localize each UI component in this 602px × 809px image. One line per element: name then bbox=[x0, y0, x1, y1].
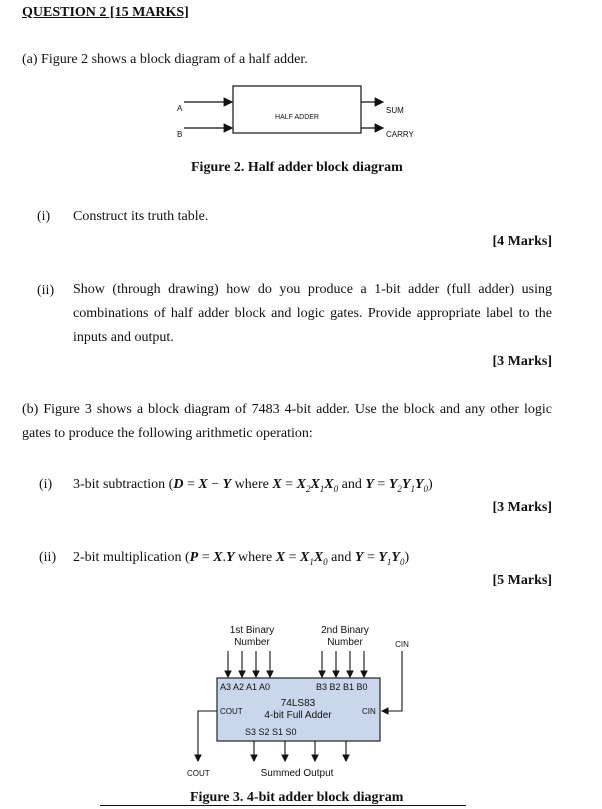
carry-label: CARRY bbox=[386, 130, 414, 139]
input-b-label: B bbox=[177, 130, 183, 139]
a-i-number: (i) bbox=[37, 209, 51, 224]
chip-desc: 4-bit Full Adder bbox=[264, 710, 332, 721]
b-ii-number: (ii) bbox=[39, 550, 57, 565]
b-inputs-label: B3 B2 B1 B0 bbox=[316, 682, 368, 692]
figure-3-caption: Figure 3. 4-bit adder block diagram bbox=[190, 790, 404, 805]
b-i-text: 3-bit subtraction (D = X − Y where $X = X_2X_1X_0$ and $Y = Y_2Y_1Y_0$) bbox=[73, 477, 433, 494]
cout-inside-label: COUT bbox=[220, 707, 243, 716]
b-ii-text: 2-bit multiplication (P = X.Y where $X = X_1X_0$ and $Y = Y_1Y_0$) bbox=[73, 550, 410, 567]
a-i-marks: [4 Marks] bbox=[492, 234, 552, 249]
b-i-number: (i) bbox=[39, 477, 53, 492]
second-binary-label-2: Number bbox=[327, 637, 363, 648]
part-b-label: (b) bbox=[22, 402, 39, 417]
part-a-intro bbox=[22, 52, 308, 68]
sum-label: SUM bbox=[386, 106, 404, 115]
summed-output-label: Summed Output bbox=[260, 768, 334, 779]
cout-bottom-label: COUT bbox=[187, 769, 210, 778]
figure-2-caption: Figure 2. Half adder block diagram bbox=[191, 160, 403, 175]
a-ii-number: (ii) bbox=[37, 283, 55, 298]
a-i-text: Construct its truth table. bbox=[73, 209, 209, 224]
cin-top-label: CIN bbox=[395, 640, 409, 649]
b-ii-marks: [5 Marks] bbox=[492, 573, 552, 588]
b-i-marks: [3 Marks] bbox=[492, 500, 552, 515]
cout-arrow bbox=[198, 711, 217, 761]
half-adder-diagram bbox=[160, 82, 440, 148]
chip-name: 74LS83 bbox=[280, 698, 316, 709]
input-a-label: A bbox=[177, 104, 183, 113]
second-binary-label-1: 2nd Binary bbox=[321, 625, 369, 636]
part-a-label: (a) bbox=[22, 52, 38, 67]
cin-arrow bbox=[382, 651, 402, 711]
part-b-text: Figure 3 shows a block diagram of 7483 4-bit adder. Use the block and any other logic gates to produce the following arithmetic operation: bbox=[22, 402, 552, 441]
a-inputs-label: A3 A2 A1 A0 bbox=[220, 682, 271, 692]
cin-inside-label: CIN bbox=[362, 707, 376, 716]
part-b-intro bbox=[22, 398, 552, 446]
s-outputs-label: S3 S2 S1 S0 bbox=[245, 727, 297, 737]
bottom-divider bbox=[100, 805, 466, 806]
first-binary-label-1: 1st Binary bbox=[229, 625, 275, 636]
four-bit-adder-diagram bbox=[170, 618, 440, 786]
a-ii-marks: [3 Marks] bbox=[492, 354, 552, 369]
question-heading: QUESTION 2 [15 MARKS] bbox=[22, 5, 189, 20]
half-adder-block bbox=[233, 86, 361, 133]
first-binary-label-2: Number bbox=[234, 637, 270, 648]
half-adder-label: HALF ADDER bbox=[275, 114, 319, 121]
a-ii-text: Show (through drawing) how do you produce a 1-bit adder (full adder) using combinations of half adder block and logic gates. Provide appropriate label to the inputs and output. bbox=[73, 282, 552, 345]
part-a-text: Figure 2 shows a block diagram of a half adder. bbox=[41, 52, 308, 67]
